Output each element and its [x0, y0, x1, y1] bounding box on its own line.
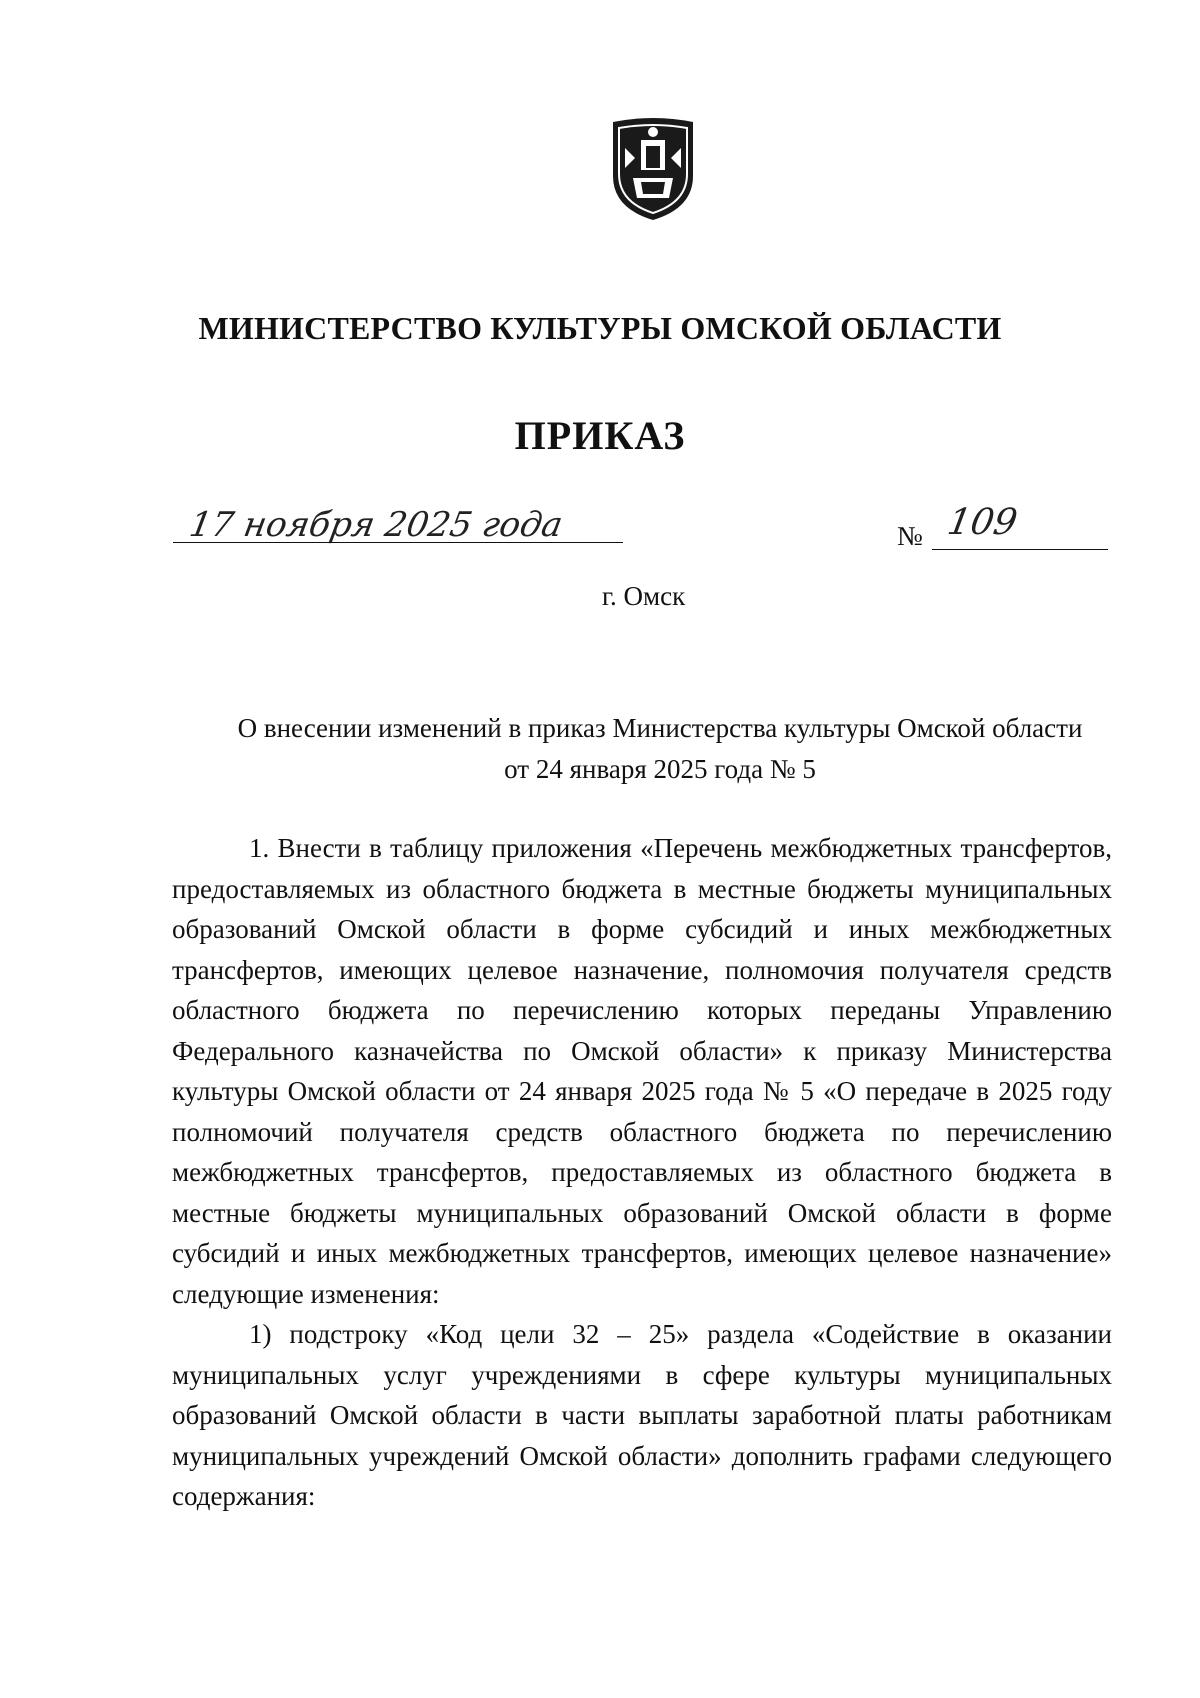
ministry-title: МИНИСТЕРСТВО КУЛЬТУРЫ ОМСКОЙ ОБЛАСТИ	[198, 310, 1002, 346]
order-subject	[210, 708, 1110, 790]
date-underline	[173, 542, 623, 543]
subject-line-1: О внесении изменений в приказ Министерства культуры Омской области	[237, 713, 1083, 743]
handwritten-number: 109	[944, 502, 1021, 543]
subject-line-2: от 24 января 2025 года № 5	[504, 754, 816, 784]
number-label: №	[897, 521, 923, 551]
number-underline	[932, 549, 1108, 550]
paragraph-1: 1. Внести в таблицу приложения «Перечень межбюджетных трансфертов, предоставляемых из областного бюджета в местные бюджеты муниципальных образований Омской области в форме субсидий и иных межбюджетных трансфертов, имеющих целевое назначение, полномочия получателя средств областного бюджета по перечислению которых переданы Управлению Федерального казначейства по Омской области» к приказу Министерства культуры Омской области от 24 января 2025 года № 5 «О передаче в 2025 году полномочий получателя средств областного бюджета по перечислению межбюджетных трансфертов, предоставляемых из областного бюджета в местные бюджеты муниципальных образований Омской области в форме субсидий и иных межбюджетных трансфертов, имеющих целевое назначение» следующие изменения:	[172, 833, 1112, 1309]
handwritten-date: 17 ноября 2025 года	[186, 505, 566, 545]
coat-of-arms-icon	[605, 118, 701, 222]
city-label: г. Омск	[602, 581, 686, 611]
paragraph-2: 1) подстроку «Код цели 32 – 25» раздела «Содействие в оказании муниципальных услуг учреждениями в сфере культуры муниципальных образований Омской области в части выплаты заработной платы работникам муниципальных учреждений Омской области» дополнить графами следующего содержания:	[172, 1319, 1112, 1511]
document-type-title: ПРИКАЗ	[514, 413, 686, 458]
order-body	[172, 828, 1112, 1517]
